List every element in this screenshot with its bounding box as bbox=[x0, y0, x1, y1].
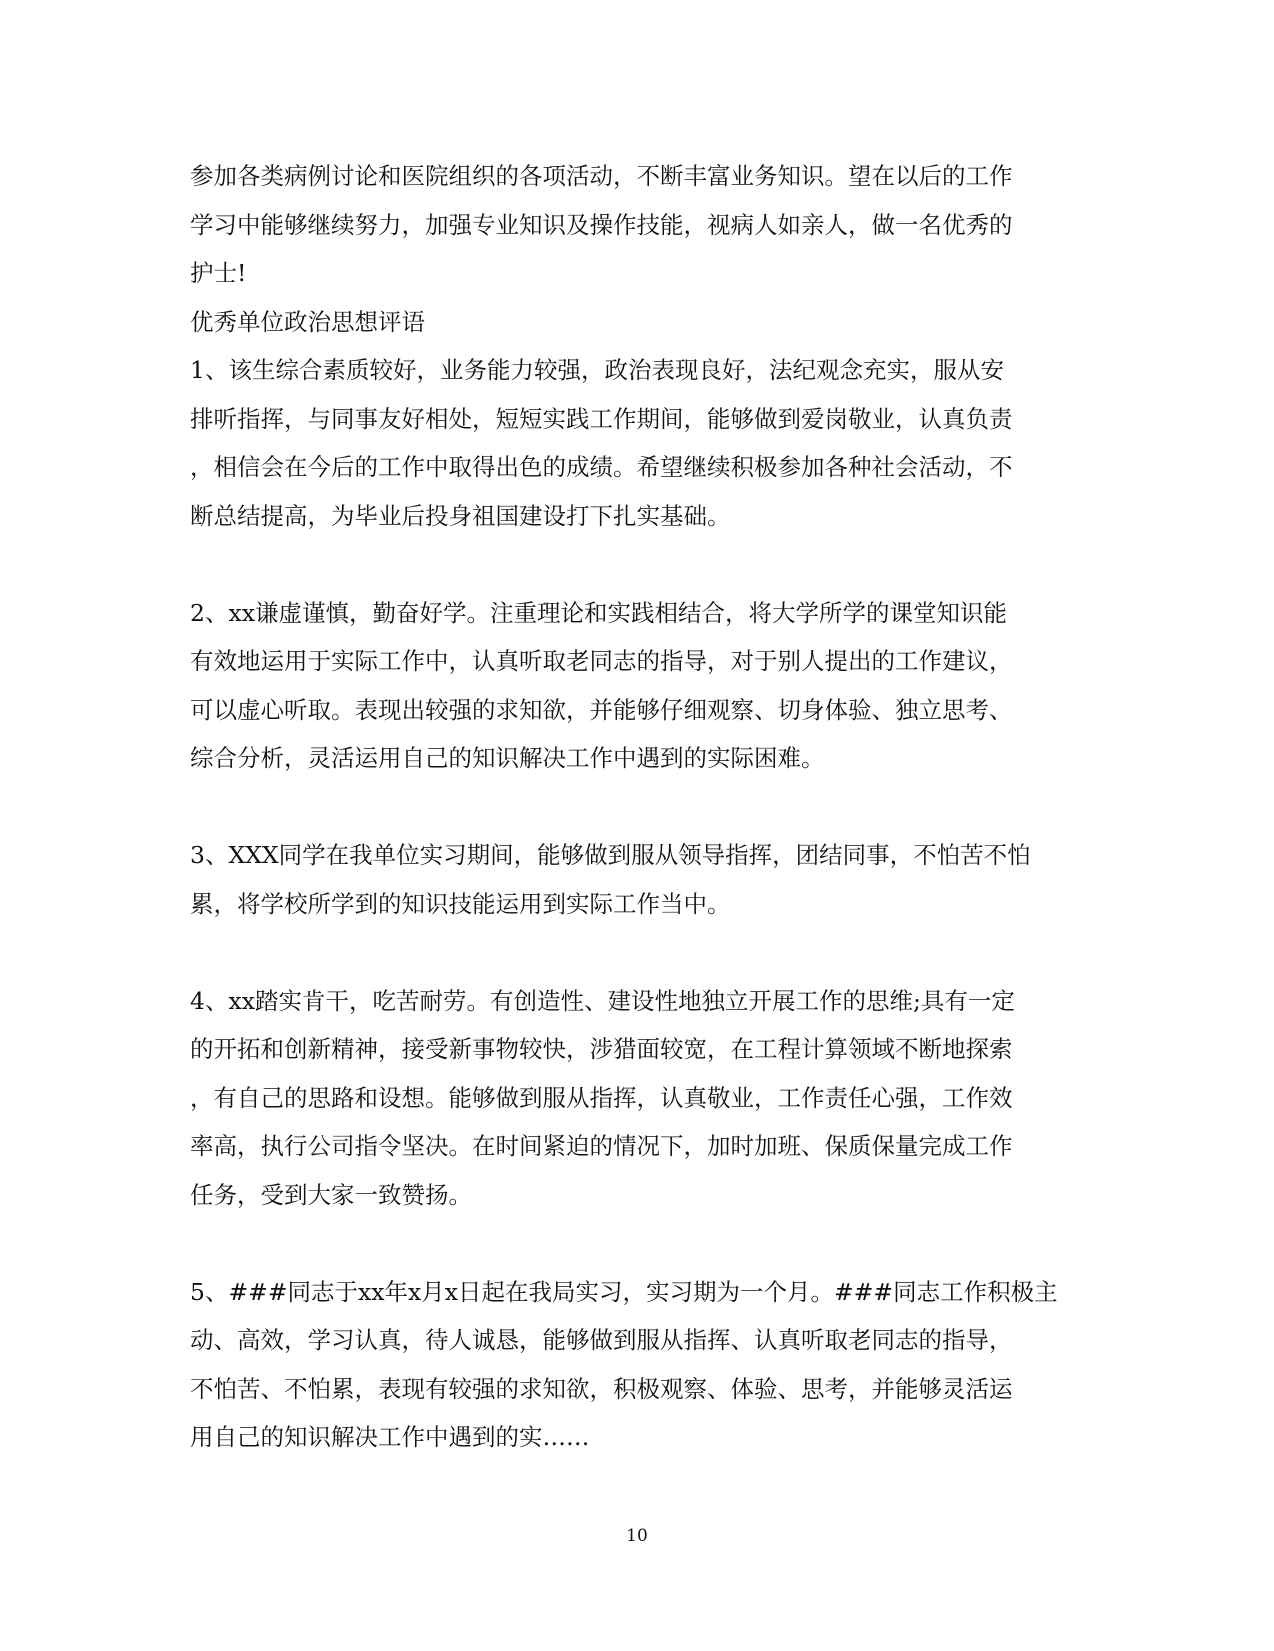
text-line: 学习中能够继续努力，加强专业知识及操作技能，视病人如亲人，做一名优秀的 bbox=[190, 210, 1013, 239]
text-line: ，有自己的思路和设想。能够做到服从指挥，认真敬业，工作责任心强，工作效 bbox=[190, 1083, 1013, 1112]
paragraph-nursing-comment-end bbox=[190, 152, 1082, 298]
text-line: 3、XXX同学在我单位实习期间，能够做到服从领导指挥，团结同事，不怕苦不怕 bbox=[190, 841, 1031, 869]
text-line: 有效地运用于实际工作中，认真听取老同志的指导，对于别人提出的工作建议， bbox=[190, 647, 1013, 675]
text-line: 动、高效，学习认真，待人诚恳，能够做到服从指挥、认真听取老同志的指导， bbox=[190, 1326, 1013, 1354]
comment-item-4 bbox=[190, 977, 1082, 1220]
document-body bbox=[190, 152, 1082, 1462]
comment-item-1 bbox=[190, 346, 1082, 540]
text-line: 5、###同志于xx年x月x日起在我局实习，实习期为一个月。###同志工作积极主 bbox=[190, 1277, 1058, 1306]
text-line: 累，将学校所学到的知识技能运用到实际工作当中。 bbox=[190, 889, 731, 918]
text-line: 不怕苦、不怕累，表现有较强的求知欲，积极观察、体验、思考，并能够灵活运 bbox=[190, 1374, 1013, 1403]
comment-item-2 bbox=[190, 589, 1082, 783]
text-line: 综合分析，灵活运用自己的知识解决工作中遇到的实际困难。 bbox=[190, 744, 825, 772]
text-line: 排听指挥，与同事友好相处，短短实践工作期间，能够做到爱岗敬业，认真负责 bbox=[190, 404, 1013, 433]
heading-text: 优秀单位政治思想评语 bbox=[190, 307, 425, 336]
text-line: 可以虚心听取。表现出较强的求知欲，并能够仔细观察、切身体验、独立思考、 bbox=[190, 695, 1013, 724]
section-heading bbox=[190, 298, 1082, 347]
text-line: ，相信会在今后的工作中取得出色的成绩。希望继续积极参加各种社会活动，不 bbox=[190, 453, 1013, 481]
text-line: 2、xx谦虚谨慎，勤奋好学。注重理论和实践相结合，将大学所学的课堂知识能 bbox=[190, 598, 1007, 627]
text-line: 1、该生综合素质较好，业务能力较强，政治表现良好，法纪观念充实，服从安 bbox=[190, 356, 1004, 384]
text-line: 参加各类病例讨论和医院组织的各项活动，不断丰富业务知识。望在以后的工作 bbox=[190, 162, 1013, 190]
text-line: 4、xx踏实肯干，吃苦耐劳。有创造性、建设性地独立开展工作的思维;具有一定 bbox=[190, 986, 1015, 1015]
text-line: 护士! bbox=[190, 259, 247, 287]
text-line: 任务，受到大家一致赞扬。 bbox=[190, 1180, 472, 1209]
comment-item-3 bbox=[190, 831, 1082, 928]
text-line: 率高，执行公司指令坚决。在时间紧迫的情况下，加时加班、保质保量完成工作 bbox=[190, 1132, 1013, 1160]
comment-item-5 bbox=[190, 1268, 1082, 1462]
text-line: 断总结提高，为毕业后投身祖国建设打下扎实基础。 bbox=[190, 501, 731, 530]
text-line: 用自己的知识解决工作中遇到的实…… bbox=[190, 1423, 590, 1451]
page-number: 10 bbox=[626, 1526, 648, 1546]
text-line: 的开拓和创新精神，接受新事物较快，涉猎面较宽，在工程计算领域不断地探索 bbox=[190, 1035, 1013, 1063]
